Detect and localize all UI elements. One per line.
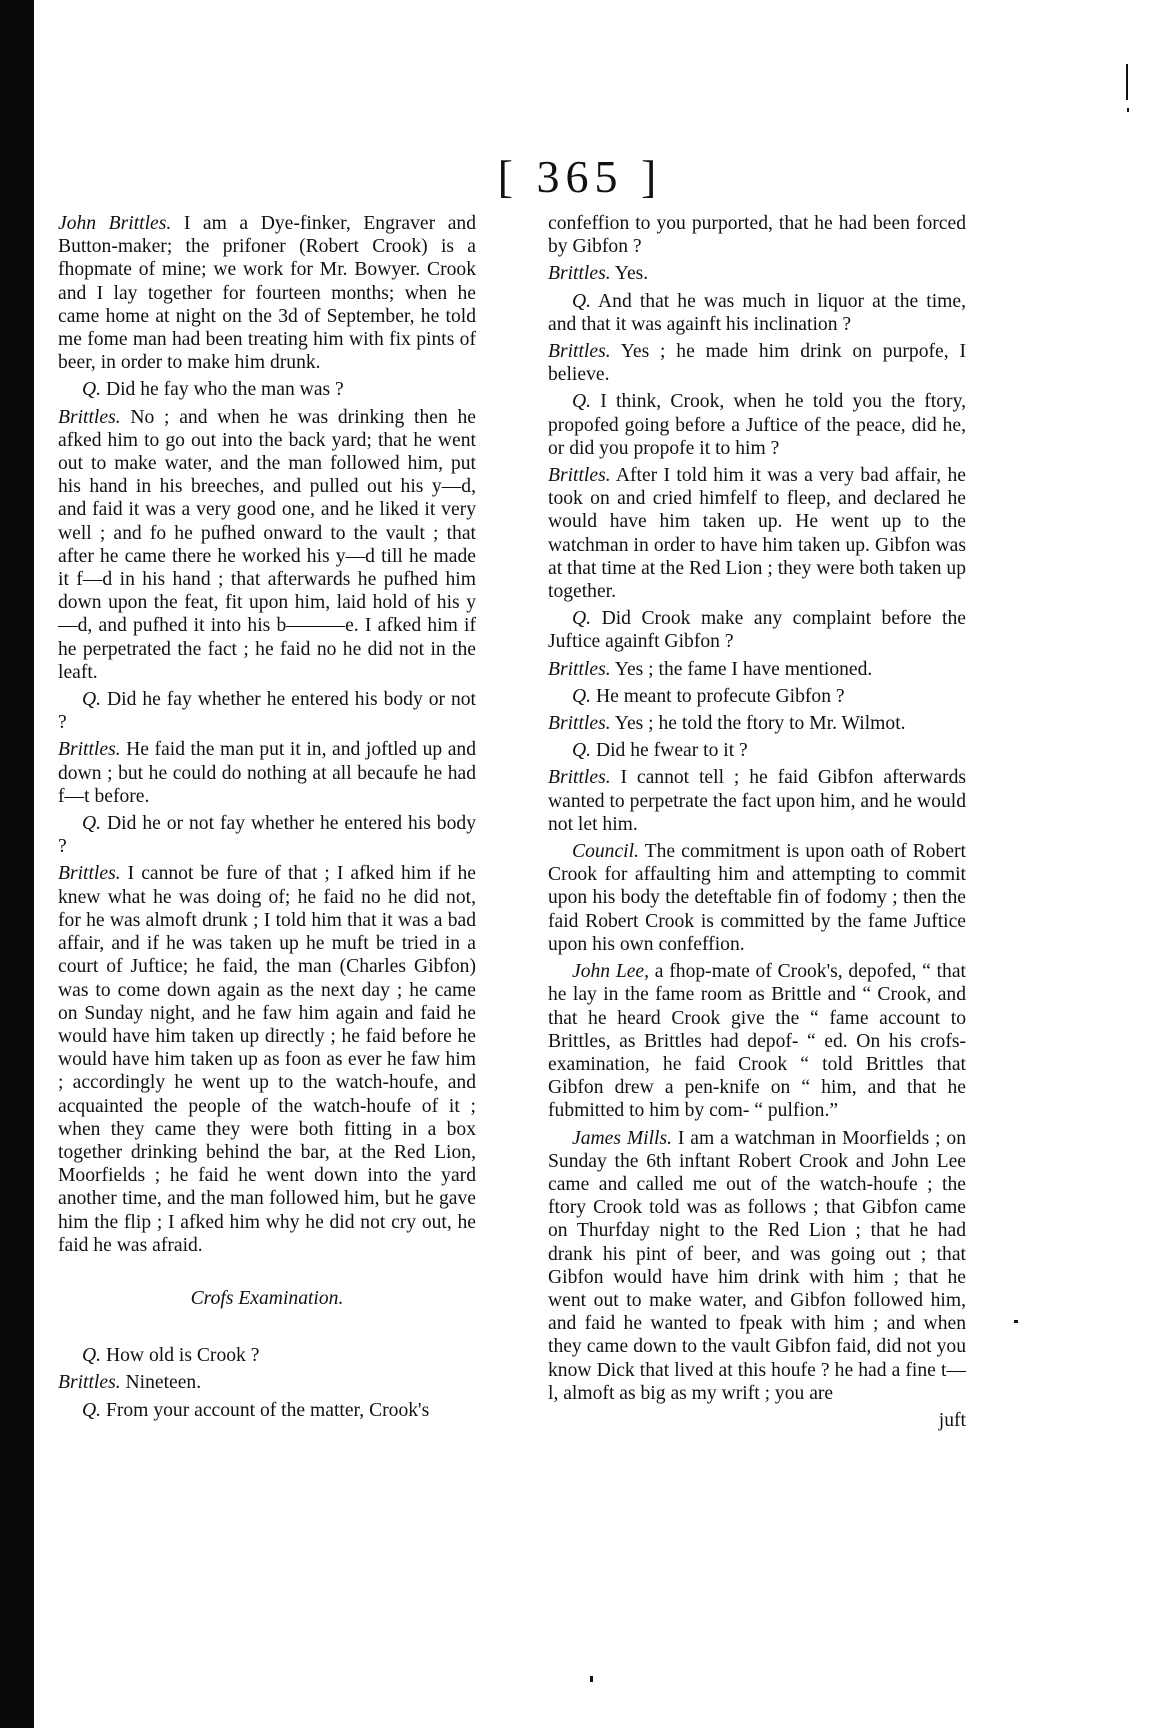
left-column [58, 212, 476, 1426]
paragraph: John Brittles. I am a Dye-finker, Engraver and Button-maker; the prifoner (Robert Crook) is a fhopmate of mine; we work for Mr. Bowyer. Crook and I lay together for fourteen months; when he came home at night on the 3d of September, he told me fome man had been treating him with fix pints of beer, in order to make him drunk. [58, 213, 476, 374]
paragraph: Brittles. Yes ; he told the ftory to Mr. Wilmot. [548, 713, 906, 735]
scan-speck [590, 1676, 593, 1682]
paragraph: Brittles. Nineteen. [58, 1372, 202, 1394]
scan-speck [1126, 64, 1128, 100]
right-column [548, 212, 966, 1436]
paragraph: Q. And that he was much in liquor at the time, and that it was againft his inclination ? [548, 290, 966, 335]
paragraph: Q. Did he fay whether he entered his body or not ? [58, 689, 476, 734]
paragraph: John Lee, a fhop-mate of Crook's, depofed, “ that he lay in the fame room as Brittle and “ Crook, and that he heard Crook give the “ fame account to Brittles, as Brittles had depof- “ ed. On his crofs-examination, he faid Crook “ told Brittles that Gibfon drew a pen-knife on “ him, and that he fubmitted to him by com- “ pulfion.” [548, 961, 966, 1122]
paragraph: Q. He meant to profecute Gibfon ? [572, 685, 845, 707]
paragraph: confeffion to you purported, that he had been forced by Gibfon ? [548, 213, 966, 258]
paragraph: Brittles. After I told him it was a very bad affair, he took on and cried himfelf to fleep, and declared he would have him taken up. He went up to the watchman in order to have him taken up. Gibfon was at that time at the Red Lion ; they were both taken up together. [548, 465, 966, 603]
paragraph: Q. Did he fay who the man was ? [82, 379, 344, 401]
paragraph: Q. I think, Crook, when he told you the ftory, propofed going before a Juftice of the peace, did he, or did you propofe it to him ? [548, 391, 966, 459]
paragraph: James Mills. I am a watchman in Moorfields ; on Sunday the 6th inftant Robert Crook and John Lee came and called me out of the watch-houfe ; the ftory Crook told was as follows ; that Gibfon came on Thurfday night to the Red Lion ; that he had drank his pint of beer, and was going out ; that Gibfon would have him drink with him ; that he went out to make water, and Gibfon followed him, and faid he wanted to fpeak with him ; and when they came down to the vault Gibfon faid, did not you know Dick that lived at this houfe ? he had a fine t—l, almoft as big as my wrift ; you are [548, 1127, 966, 1404]
paragraph: Brittles. Yes ; he made him drink on purpofe, I believe. [548, 341, 966, 386]
paragraph: Brittles. I cannot tell ; he faid Gibfon afterwards wanted to perpetrate the fact upon him, and he would not let him. [548, 767, 966, 835]
paragraph: Brittles. I cannot be fure of that ; I afked him if he knew what he was doing of; he faid no he did not, for he was almoft drunk ; I told him that it was a bad affair, and if he was taken up he muft be tried in a court of Juftice; he faid, the man (Charles Gibfon) was to come down again as the next day ; he came on Sunday night, and he faw him again and faid he would have him taken up directly ; he faid before he would have him taken up as foon as ever he faw him ; accordingly he went up to the watch-houfe, and acquainted the people of the watch-houfe of it ; when they came they were both fitting in a box together drinking behind the bar, at the Red Lion, Moorfields ; he faid he went down into the yard another time, and the man followed him, but he gave him the flip ; I afked him why he did not cry out, he faid he was afraid. [58, 863, 476, 1256]
paragraph: Brittles. Yes. [548, 263, 649, 285]
paragraph: Council. The commitment is upon oath of Robert Crook for affaulting him and attempting to commit upon his body the deteftable fin of fodomy ; then the faid Robert Crook is committed by the fame Juftice upon his own confeffion. [548, 841, 966, 955]
catchword: juft [938, 1409, 966, 1431]
paragraph: Q. Did Crook make any complaint before the Juftice againft Gibfon ? [548, 608, 966, 653]
binding-edge [0, 0, 34, 1728]
section-heading: Crofs Examination. [190, 1287, 344, 1309]
paragraph: Brittles. No ; and when he was drinking then he afked him to go out into the back yard; that he went out to make water, and the man followed him, put his hand in his breeches, and pulled out his y—d, and faid it was a very good one, and he liked it very well ; and fo he pufhed onward to the vault ; that after he came there he worked his y—d till he made it f—d in his hand ; that afterwards he pufhed him down upon the feat, fit upon him, laid hold of his y—d, and pufhed it into his b———e. I afked him if he perpetrated the fact ; he faid no he did not in the leaft. [58, 406, 476, 683]
paragraph: Brittles. He faid the man put it in, and joftled up and down ; but he could do nothing at all becaufe he had f—t before. [58, 739, 476, 807]
paragraph: Q. How old is Crook ? [82, 1345, 260, 1367]
paragraph: Q. Did he fwear to it ? [572, 740, 748, 762]
paragraph: Brittles. Yes ; the fame I have mentioned. [548, 658, 873, 680]
scan-speck [1127, 108, 1129, 112]
paragraph: Q. Did he or not fay whether he entered his body ? [58, 813, 476, 858]
paragraph: Q. From your account of the matter, Crook's [82, 1399, 430, 1421]
scan-speck [1014, 1320, 1018, 1323]
page-number: [ 365 ] [497, 151, 663, 202]
